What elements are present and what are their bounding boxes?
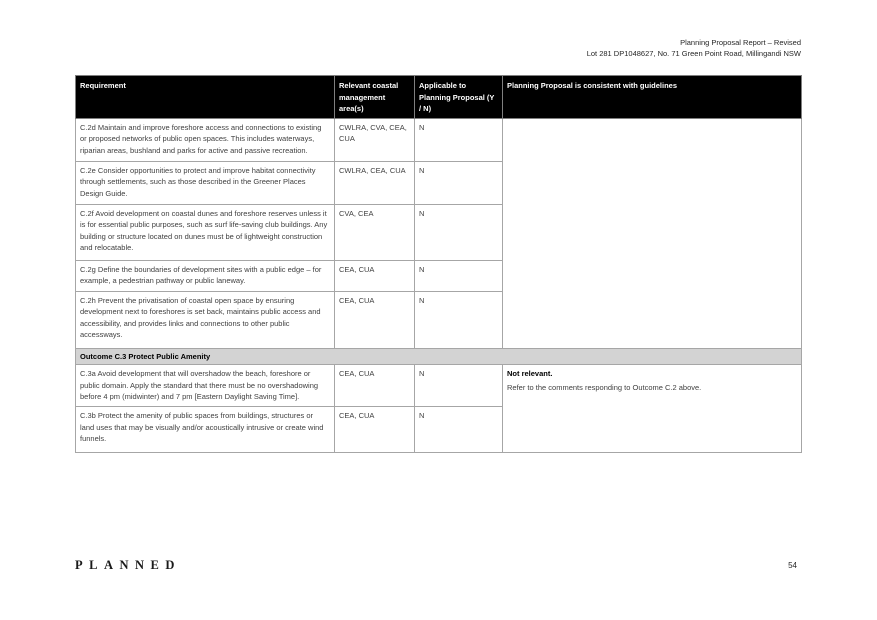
areas-cell: CEA, CUA [335,260,415,291]
header-title-line: Planning Proposal Report – Revised [680,38,801,47]
requirement-cell: C.3a Avoid development that will overshadow the beach, foreshore or public domain. Apply the standard that there must be no overshadowing before 4 pm (midwinter) and 7 pm [Eastern Daylight Saving Time]. [76,365,335,407]
applicable-cell: N [415,161,503,204]
areas-cell: CWLRA, CEA, CUA [335,161,415,204]
areas-cell: CEA, CUA [335,407,415,453]
applicable-cell: N [415,118,503,161]
applicable-cell: N [415,365,503,407]
applicable-cell: N [415,407,503,453]
requirement-cell: C.2e Consider opportunities to protect and improve habitat connectivity through settlements, such as those described in the Greener Places Design Guide. [76,161,335,204]
column-header-applicable: Applicable to Planning Proposal (Y / N) [415,76,503,119]
table-header-row [76,76,802,119]
requirements-table [75,75,802,453]
table-row [76,365,802,407]
applicable-cell: N [415,204,503,260]
header-address-line: Lot 281 DP1048627, No. 71 Green Point Road, Millingandi NSW [586,49,801,58]
comment-cell [503,365,802,453]
requirement-cell: C.2g Define the boundaries of development sites with a public edge – for example, a pedestrian pathway or public laneway. [76,260,335,291]
requirement-cell: C.2d Maintain and improve foreshore access and connections to existing or proposed networks of public open spaces. This includes waterways, riparian areas, bushland and parks for active and passive recreation. [76,118,335,161]
requirement-cell: C.2h Prevent the privatisation of coastal open space by ensuring development next to foreshores is set back, maintains public access and accessibility, and provides links and connections to other public accessways. [76,291,335,348]
applicable-cell: N [415,260,503,291]
comment-cell-empty [503,118,802,348]
applicable-cell: N [415,291,503,348]
column-header-consistency: Planning Proposal is consistent with guidelines [503,76,802,119]
areas-cell: CEA, CUA [335,365,415,407]
section-header-row [76,348,802,365]
table-row [76,118,802,161]
areas-cell: CEA, CUA [335,291,415,348]
requirement-cell: C.3b Protect the amenity of public spaces from buildings, structures or land uses that may be visually and/or acoustically intrusive or create wind funnels. [76,407,335,453]
document-header [75,37,801,59]
page-number: 54 [788,561,797,570]
section-header-outcome-c3: Outcome C.3 Protect Public Amenity [76,348,802,365]
areas-cell: CWLRA, CVA, CEA, CUA [335,118,415,161]
comment-body: Refer to the comments responding to Outcome C.2 above. [507,382,702,392]
column-header-requirement: Requirement [76,76,335,119]
planned-logo: PLANNED [75,558,181,572]
column-header-areas: Relevant coastal management area(s) [335,76,415,119]
requirement-cell: C.2f Avoid development on coastal dunes and foreshore reserves unless it is for essential public purposes, such as surf life-saving club buildings. Any building or structure located on dunes must be of lightweight construction and relocatable. [76,204,335,260]
areas-cell: CVA, CEA [335,204,415,260]
comment-heading: Not relevant. [507,369,553,378]
